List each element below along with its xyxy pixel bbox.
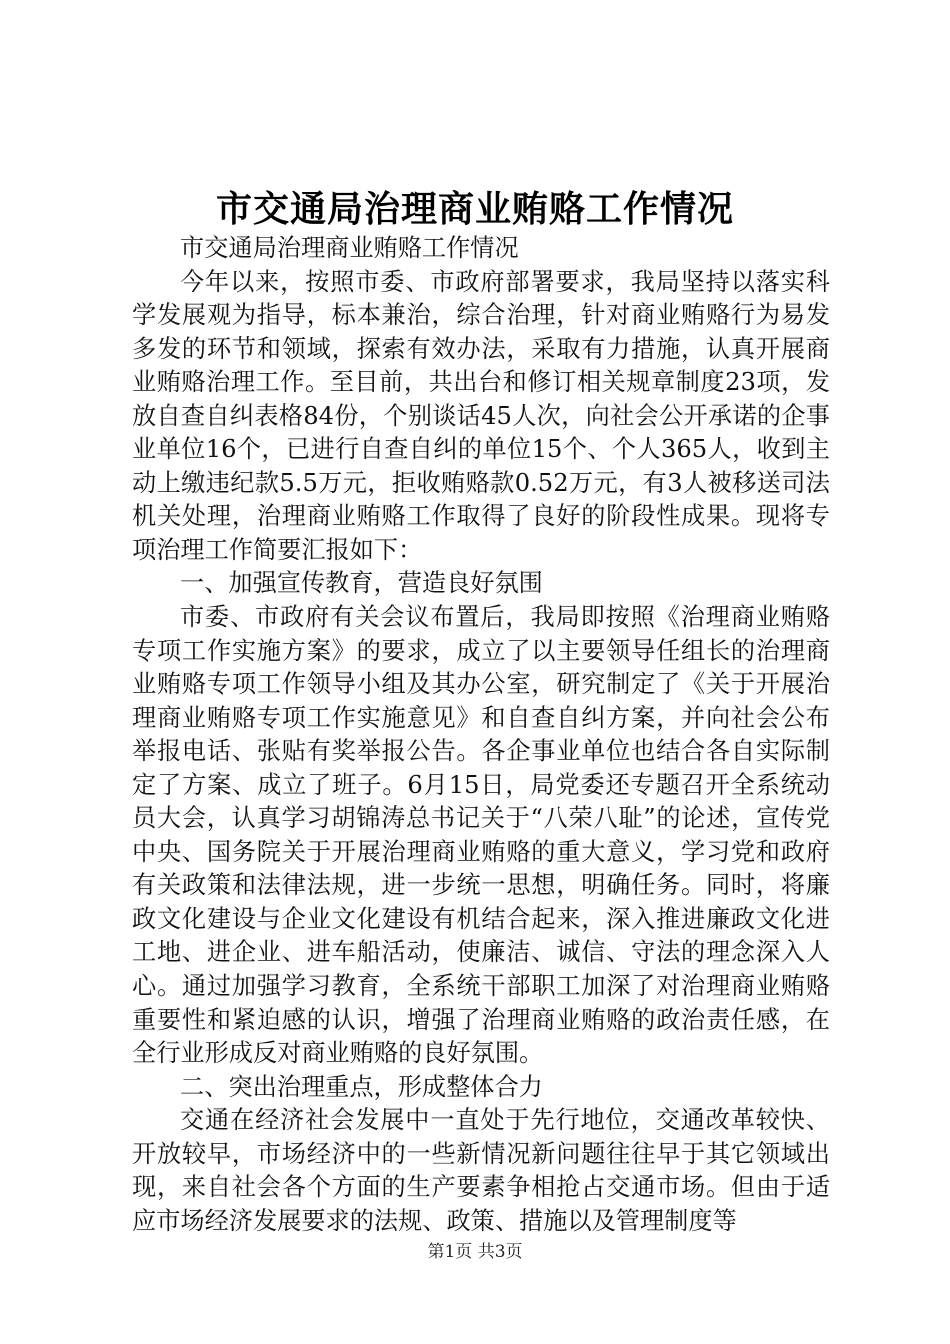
body-paragraph-section-2: 交通在经济社会发展中一直处于先行地位，交通改革较快、开放较早，市场经济中的一些新情况新问题往往早于其它领域出现，来自社会各个方面的生产要素争相抢占交通市场。但由于适应市场经济发展要求的法规、政策、措施以及管理制度等 [132, 1106, 830, 1235]
body-paragraph-section-1: 市委、市政府有关会议布置后，我局即按照《治理商业贿赂专项工作实施方案》的要求，成立了以主要领导任组长的治理商业贿赂专项工作领导小组及其办公室，研究制定了《关于开展治理商业贿赂专项工作实施意见》和自查自纠方案，并向社会公布举报电话、张贴有奖举报公告。各企事业单位也结合各自实际制定了方案、成立了班子。6月15日，局党委还专题召开全系统动员大会，认真学习胡锦涛总书记关于“八荣八耻”的论述，宣传党中央、国务院关于开展治理商业贿赂的重大意义，学习党和政府有关政策和法律法规，进一步统一思想，明确任务。同时，将廉政文化建设与企业文化建设有机结合起来，深入推进廉政文化进工地、进企业、进车船活动，使廉洁、诚信、守法的理念深入人心。通过加强学习教育，全系统干部职工加深了对治理商业贿赂重要性和紧迫感的认识，增强了治理商业贿赂的政治责任感，在全行业形成反对商业贿赂的良好氛围。 [132, 603, 830, 1068]
document-body [132, 232, 830, 1238]
section-heading-2: 二、突出治理重点，形成整体合力 [180, 1072, 543, 1101]
section-heading-1: 一、加强宣传教育，营造良好氛围 [180, 569, 543, 598]
document-title: 市交通局治理商业贿赂工作情况 [215, 188, 734, 230]
page-number-footer: 第1页 共3页 [427, 1242, 523, 1262]
body-paragraph-subtitle: 市交通局治理商业贿赂工作情况 [180, 234, 519, 262]
body-paragraph-intro: 今年以来，按照市委、市政府部署要求，我局坚持以落实科学发展观为指导，标本兼治，综合治理，针对商业贿赂行为易发多发的环节和领域，探索有效办法，采取有力措施，认真开展商业贿赂治理工作。至目前，共出台和修订相关规章制度23项，发放自查自纠表格84份，个别谈话45人次，向社会公开承诺的企事业单位16个，已进行自查自纠的单位15个、个人365人，收到主动上缴违纪款5.5万元，拒收贿赂款0.52万元，有3人被移送司法机关处理，治理商业贿赂工作取得了良好的阶段性成果。现将专项治理工作简要汇报如下： [132, 267, 830, 564]
